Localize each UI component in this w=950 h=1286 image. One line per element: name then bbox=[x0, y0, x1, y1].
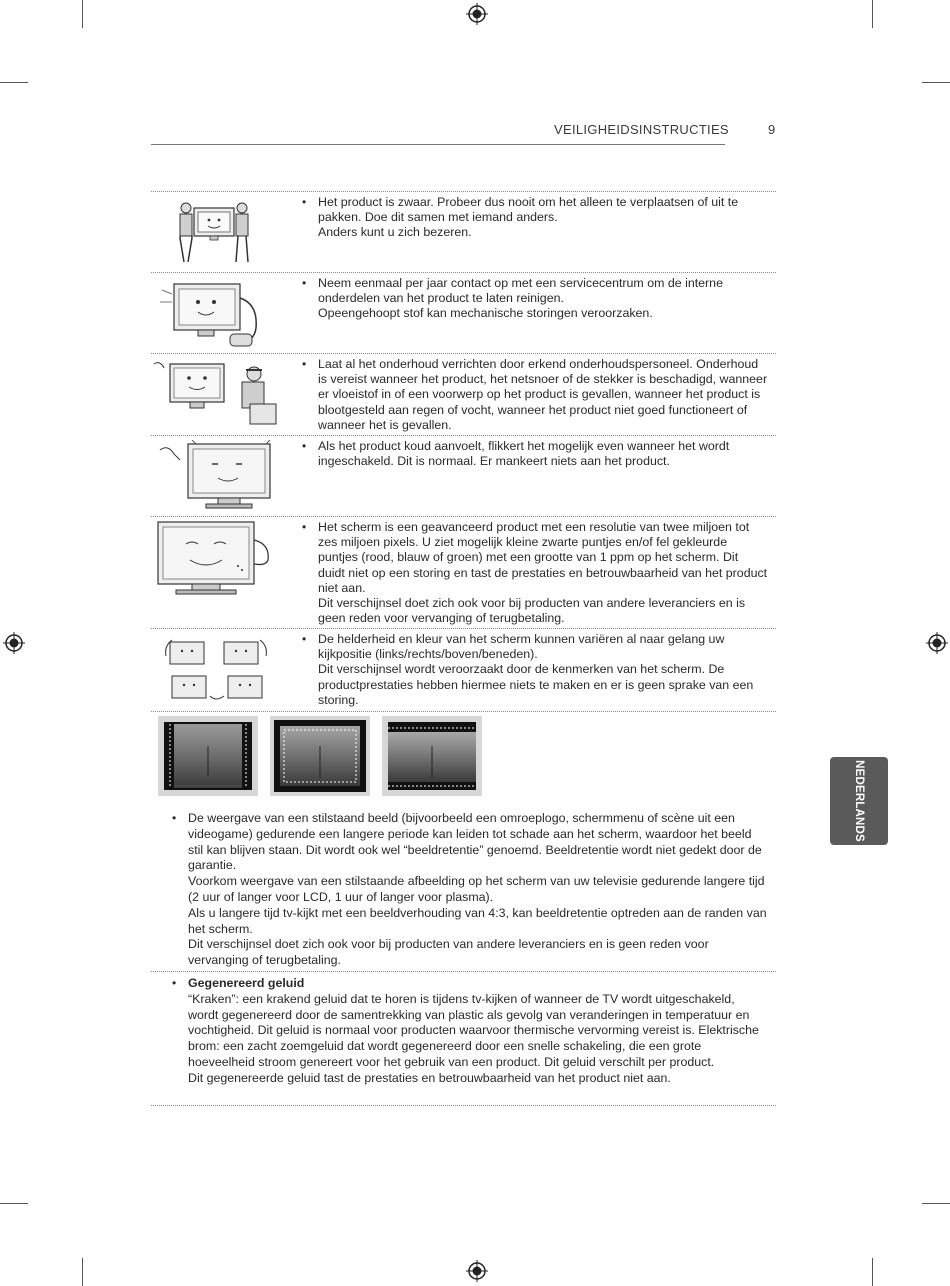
paragraph: “Kraken”: een krakend geluid dat te horen is tijdens tv-kijken of wanneer de TV wordt uitgeschakeld, wordt gegenereerd door de samentrekking van plastic als gevolg van veranderingen in temperatuur en vochtigheid. Dit geluid is normaal voor producten waarvoor thermische vervorming vereist is. Elektrische brom: een zacht zoemgeluid dat wordt gegenereerd door een snelle schakeling, die een grote hoeveelheid stroom genereert voor het gebruik van een product. Dit geluid verschilt per product. bbox=[188, 991, 759, 1069]
still-image-warning bbox=[172, 811, 768, 969]
crop-mark bbox=[82, 1258, 83, 1286]
instruction-text: Het scherm is een geavanceerd product met een resolutie van twee miljoen tot zes miljoen pixels. U ziet mogelijk kleine zwarte puntjes en/of fel gekleurde puntjes (rood, blauw of groen) met een grootte van 1 ppm op het scherm. Dit duidt niet op een storing en tast de prestaties en betrouwbaarheid van het product niet aan. bbox=[318, 520, 768, 595]
row-divider bbox=[151, 1105, 776, 1106]
bullet: • bbox=[302, 439, 307, 453]
header-rule bbox=[151, 144, 725, 145]
paragraph: Voorkom weergave van een stilstaande afbeelding op het scherm van uw televisie gedurende langere tijd (2 uur of langer voor LCD, 1 uur of langer voor plasma). bbox=[188, 874, 765, 904]
tv-pixels-illustration bbox=[156, 520, 276, 598]
row-divider bbox=[151, 191, 776, 192]
bullet: • bbox=[302, 276, 307, 290]
crop-mark bbox=[872, 1258, 873, 1286]
crop-mark bbox=[0, 82, 28, 83]
row-divider bbox=[151, 711, 776, 712]
tv-viewing-angle-illustration bbox=[164, 636, 270, 704]
crop-mark bbox=[922, 1203, 950, 1204]
instruction-text: Dit verschijnsel wordt veroorzaakt door de kenmerken van het scherm. De productprestaties hebben hiermee niets te maken en er is geen sprake van een storing. bbox=[318, 662, 754, 707]
language-tab[interactable] bbox=[830, 757, 888, 845]
crop-mark bbox=[82, 0, 83, 28]
language-tab-label: NEDERLANDS bbox=[853, 760, 865, 842]
tv-flicker-illustration bbox=[156, 440, 276, 514]
row-divider bbox=[151, 435, 776, 436]
instruction-text: Neem eenmaal per jaar contact op met een servicecentrum om de interne onderdelen van het product te laten reinigen. bbox=[318, 276, 723, 306]
registration-mark-icon bbox=[926, 632, 948, 654]
instruction-item bbox=[302, 632, 768, 708]
registration-mark-icon bbox=[466, 1260, 488, 1282]
instruction-item bbox=[302, 520, 768, 626]
instruction-text: Als het product koud aanvoelt, flikkert het mogelijk even wanneer het wordt ingeschakeld. Dit is normaal. Er mankeert niets aan het product. bbox=[318, 439, 730, 469]
bullet: • bbox=[302, 520, 307, 534]
tv-service-technician-illustration bbox=[150, 358, 280, 432]
bullet: • bbox=[302, 357, 307, 371]
row-divider bbox=[151, 353, 776, 354]
tv-cleaning-vacuum-illustration bbox=[158, 278, 268, 350]
two-people-carrying-tv-illustration bbox=[172, 198, 256, 266]
row-divider bbox=[151, 272, 776, 273]
instruction-item bbox=[302, 276, 768, 322]
section-heading: Gegenereerd geluid bbox=[188, 976, 305, 990]
instruction-item bbox=[302, 195, 768, 241]
image-retention-photo bbox=[158, 716, 258, 796]
crop-mark bbox=[0, 1203, 28, 1204]
paragraph: Dit gegenereerde geluid tast de prestaties en betrouwbaarheid van het product niet aan. bbox=[188, 1070, 671, 1085]
instruction-text: Het product is zwaar. Probeer dus nooit om het alleen te verplaatsen of uit te pakken. Doe dit samen met iemand anders. bbox=[318, 195, 739, 225]
image-retention-photo bbox=[382, 716, 482, 796]
paragraph: De weergave van een stilstaand beeld (bijvoorbeeld een omroeplogo, schermmenu of scène uit een videogame) gedurende een langere periode kan leiden tot schade aan het scherm, waardoor het beeld stil kan blijven staan. Dit wordt ook wel “beeldretentie” genoemd. Beeldretentie wordt niet gedekt door de garantie. bbox=[188, 811, 762, 873]
instruction-text: Dit verschijnsel doet zich ook voor bij producten van andere leveranciers en is geen reden voor vervanging of terugbetaling. bbox=[318, 596, 746, 626]
row-divider bbox=[151, 516, 776, 517]
instruction-text: De helderheid en kleur van het scherm kunnen variëren al naar gelang uw kijkpositie (links/rechts/boven/beneden). bbox=[318, 632, 725, 662]
registration-mark-icon bbox=[3, 632, 25, 654]
page-number: 9 bbox=[768, 122, 776, 137]
bullet: • bbox=[172, 976, 177, 990]
row-divider bbox=[151, 628, 776, 629]
section-title: VEILIGHEIDSINSTRUCTIES bbox=[554, 122, 729, 137]
instruction-text: Laat al het onderhoud verrichten door erkend onderhoudspersoneel. Onderhoud is vereist wanneer het product, het netsnoer of de stekker is beschadigd, wanneer er vloeistof in of een voorwerp op het product is gevallen, wanneer het product is blootgesteld aan regen of vocht, wanneer het product niet goed functioneert of wanneer het is gevallen. bbox=[318, 357, 768, 432]
paragraph: Als u langere tijd tv-kijkt met een beeldverhouding van 4:3, kan beeldretentie optreden aan de randen van het scherm. bbox=[188, 905, 767, 936]
instruction-text: Anders kunt u zich bezeren. bbox=[318, 225, 472, 240]
paragraph: Dit verschijnsel doet zich ook voor bij producten van andere leveranciers en is geen reden voor vervanging of terugbetaling. bbox=[188, 937, 709, 968]
instruction-item bbox=[302, 439, 768, 469]
bullet: • bbox=[302, 632, 307, 646]
crop-mark bbox=[872, 0, 873, 28]
bullet: • bbox=[302, 195, 307, 209]
crop-mark bbox=[922, 82, 950, 83]
generated-noise-section bbox=[172, 976, 768, 1087]
instruction-item bbox=[302, 357, 768, 433]
bullet: • bbox=[172, 811, 177, 825]
image-retention-photo bbox=[270, 716, 370, 796]
instruction-text: Opeengehoopt stof kan mechanische storingen veroorzaken. bbox=[318, 306, 653, 321]
row-divider bbox=[151, 971, 776, 972]
registration-mark-icon bbox=[466, 3, 488, 25]
